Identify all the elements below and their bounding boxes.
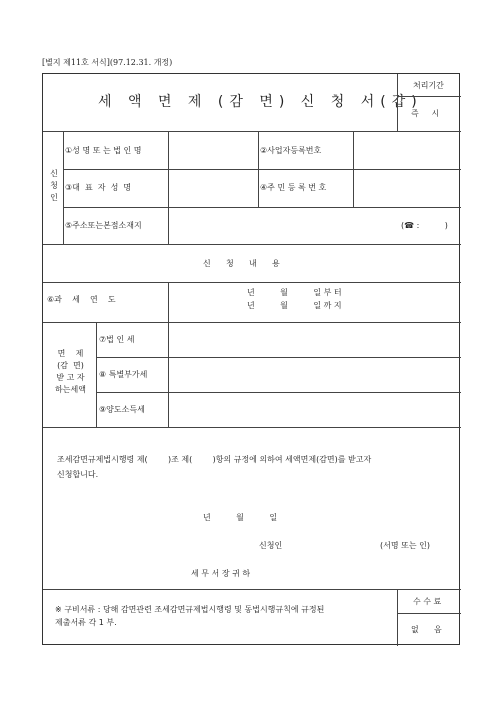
transfer-income-tax-field[interactable] <box>170 395 459 425</box>
processing-period-label: 처리기간 <box>413 81 444 90</box>
divider <box>168 322 169 427</box>
divider <box>397 589 398 646</box>
resident-reg-no-field[interactable] <box>355 172 459 205</box>
divider <box>397 74 398 131</box>
address-field[interactable] <box>170 210 395 242</box>
statement-text: 조세감면규제법시행령 제( )조 제( )항의 규정에 의하여 세액면제(감면)를 받고자 <box>57 455 372 464</box>
name-or-corp-field[interactable] <box>170 134 256 167</box>
divider <box>63 131 64 244</box>
divider <box>168 131 169 244</box>
tax-year-to[interactable]: 년 월 일 까 지 <box>247 301 342 310</box>
divider <box>96 357 461 358</box>
business-reg-no-field[interactable] <box>355 134 459 167</box>
processing-period-value: 즉 시 <box>411 109 440 118</box>
divider <box>43 427 461 428</box>
representative-label: ③대 표 자 성 명 <box>65 183 132 192</box>
application-content-heading: 신 청 내 용 <box>203 259 280 268</box>
tax-year-label: ⑥과 세 연 도 <box>47 295 116 304</box>
divider <box>43 244 461 245</box>
addressee: 세 무 서 장 귀 하 <box>191 569 251 578</box>
divider <box>63 169 461 170</box>
divider <box>43 589 461 590</box>
fee-value: 없 음 <box>411 625 442 634</box>
divider <box>43 131 461 132</box>
transfer-income-tax-label: ⑨양도소득세 <box>99 405 145 414</box>
fee-label: 수 수 료 <box>413 597 442 606</box>
corporate-tax-label: ⑦법 인 세 <box>99 335 135 344</box>
divider <box>43 322 461 323</box>
divider <box>397 613 461 614</box>
applicant-signature-field[interactable] <box>293 536 378 552</box>
applicant-signature-label: 신청인 <box>259 541 283 550</box>
name-or-corp-label: ①성 명 또 는 법 인 명 <box>65 146 142 155</box>
form-number-header: [별지 제11호 서식](97.12.31. 개정) <box>42 58 173 67</box>
application-form <box>42 73 460 645</box>
divider <box>96 392 461 393</box>
special-surtax-label: ⑧ 특별부가세 <box>99 370 148 379</box>
address-label: ⑤주소또는본점소재지 <box>65 221 142 230</box>
applicant-group-label: 신 청 인 <box>50 169 58 202</box>
divider <box>96 322 97 427</box>
tax-year-from[interactable]: 년 월 일 부 터 <box>247 288 342 297</box>
signature-seal-mark: (서명 또는 인) <box>380 541 430 550</box>
application-date[interactable]: 년 월 일 <box>203 513 278 522</box>
required-documents-note-end: 제출서류 각 1 부. <box>55 618 117 627</box>
phone-label: (☎ : ) <box>401 221 448 230</box>
exempt-tax-group-label: 면 제 (감 면) 받 고 자 하는세액 <box>55 349 86 394</box>
resident-reg-no-label: ④주 민 등 록 번 호 <box>260 183 327 192</box>
special-surtax-field[interactable] <box>170 360 459 390</box>
representative-field[interactable] <box>170 172 256 205</box>
divider <box>43 282 461 283</box>
divider <box>63 207 461 208</box>
divider <box>168 282 169 322</box>
statement-text-end: 신청합니다. <box>57 470 99 479</box>
corporate-tax-field[interactable] <box>170 325 459 355</box>
divider <box>397 96 461 97</box>
business-reg-no-label: ②사업자등록번호 <box>260 146 322 155</box>
required-documents-note: ※ 구비서류 : 당해 감면관련 조세감면규제법시행령 및 동법시행규칙에 규정된 <box>55 605 325 614</box>
form-title: 세 액 면 제 (감 면) 신 청 서(갑) <box>98 94 423 110</box>
